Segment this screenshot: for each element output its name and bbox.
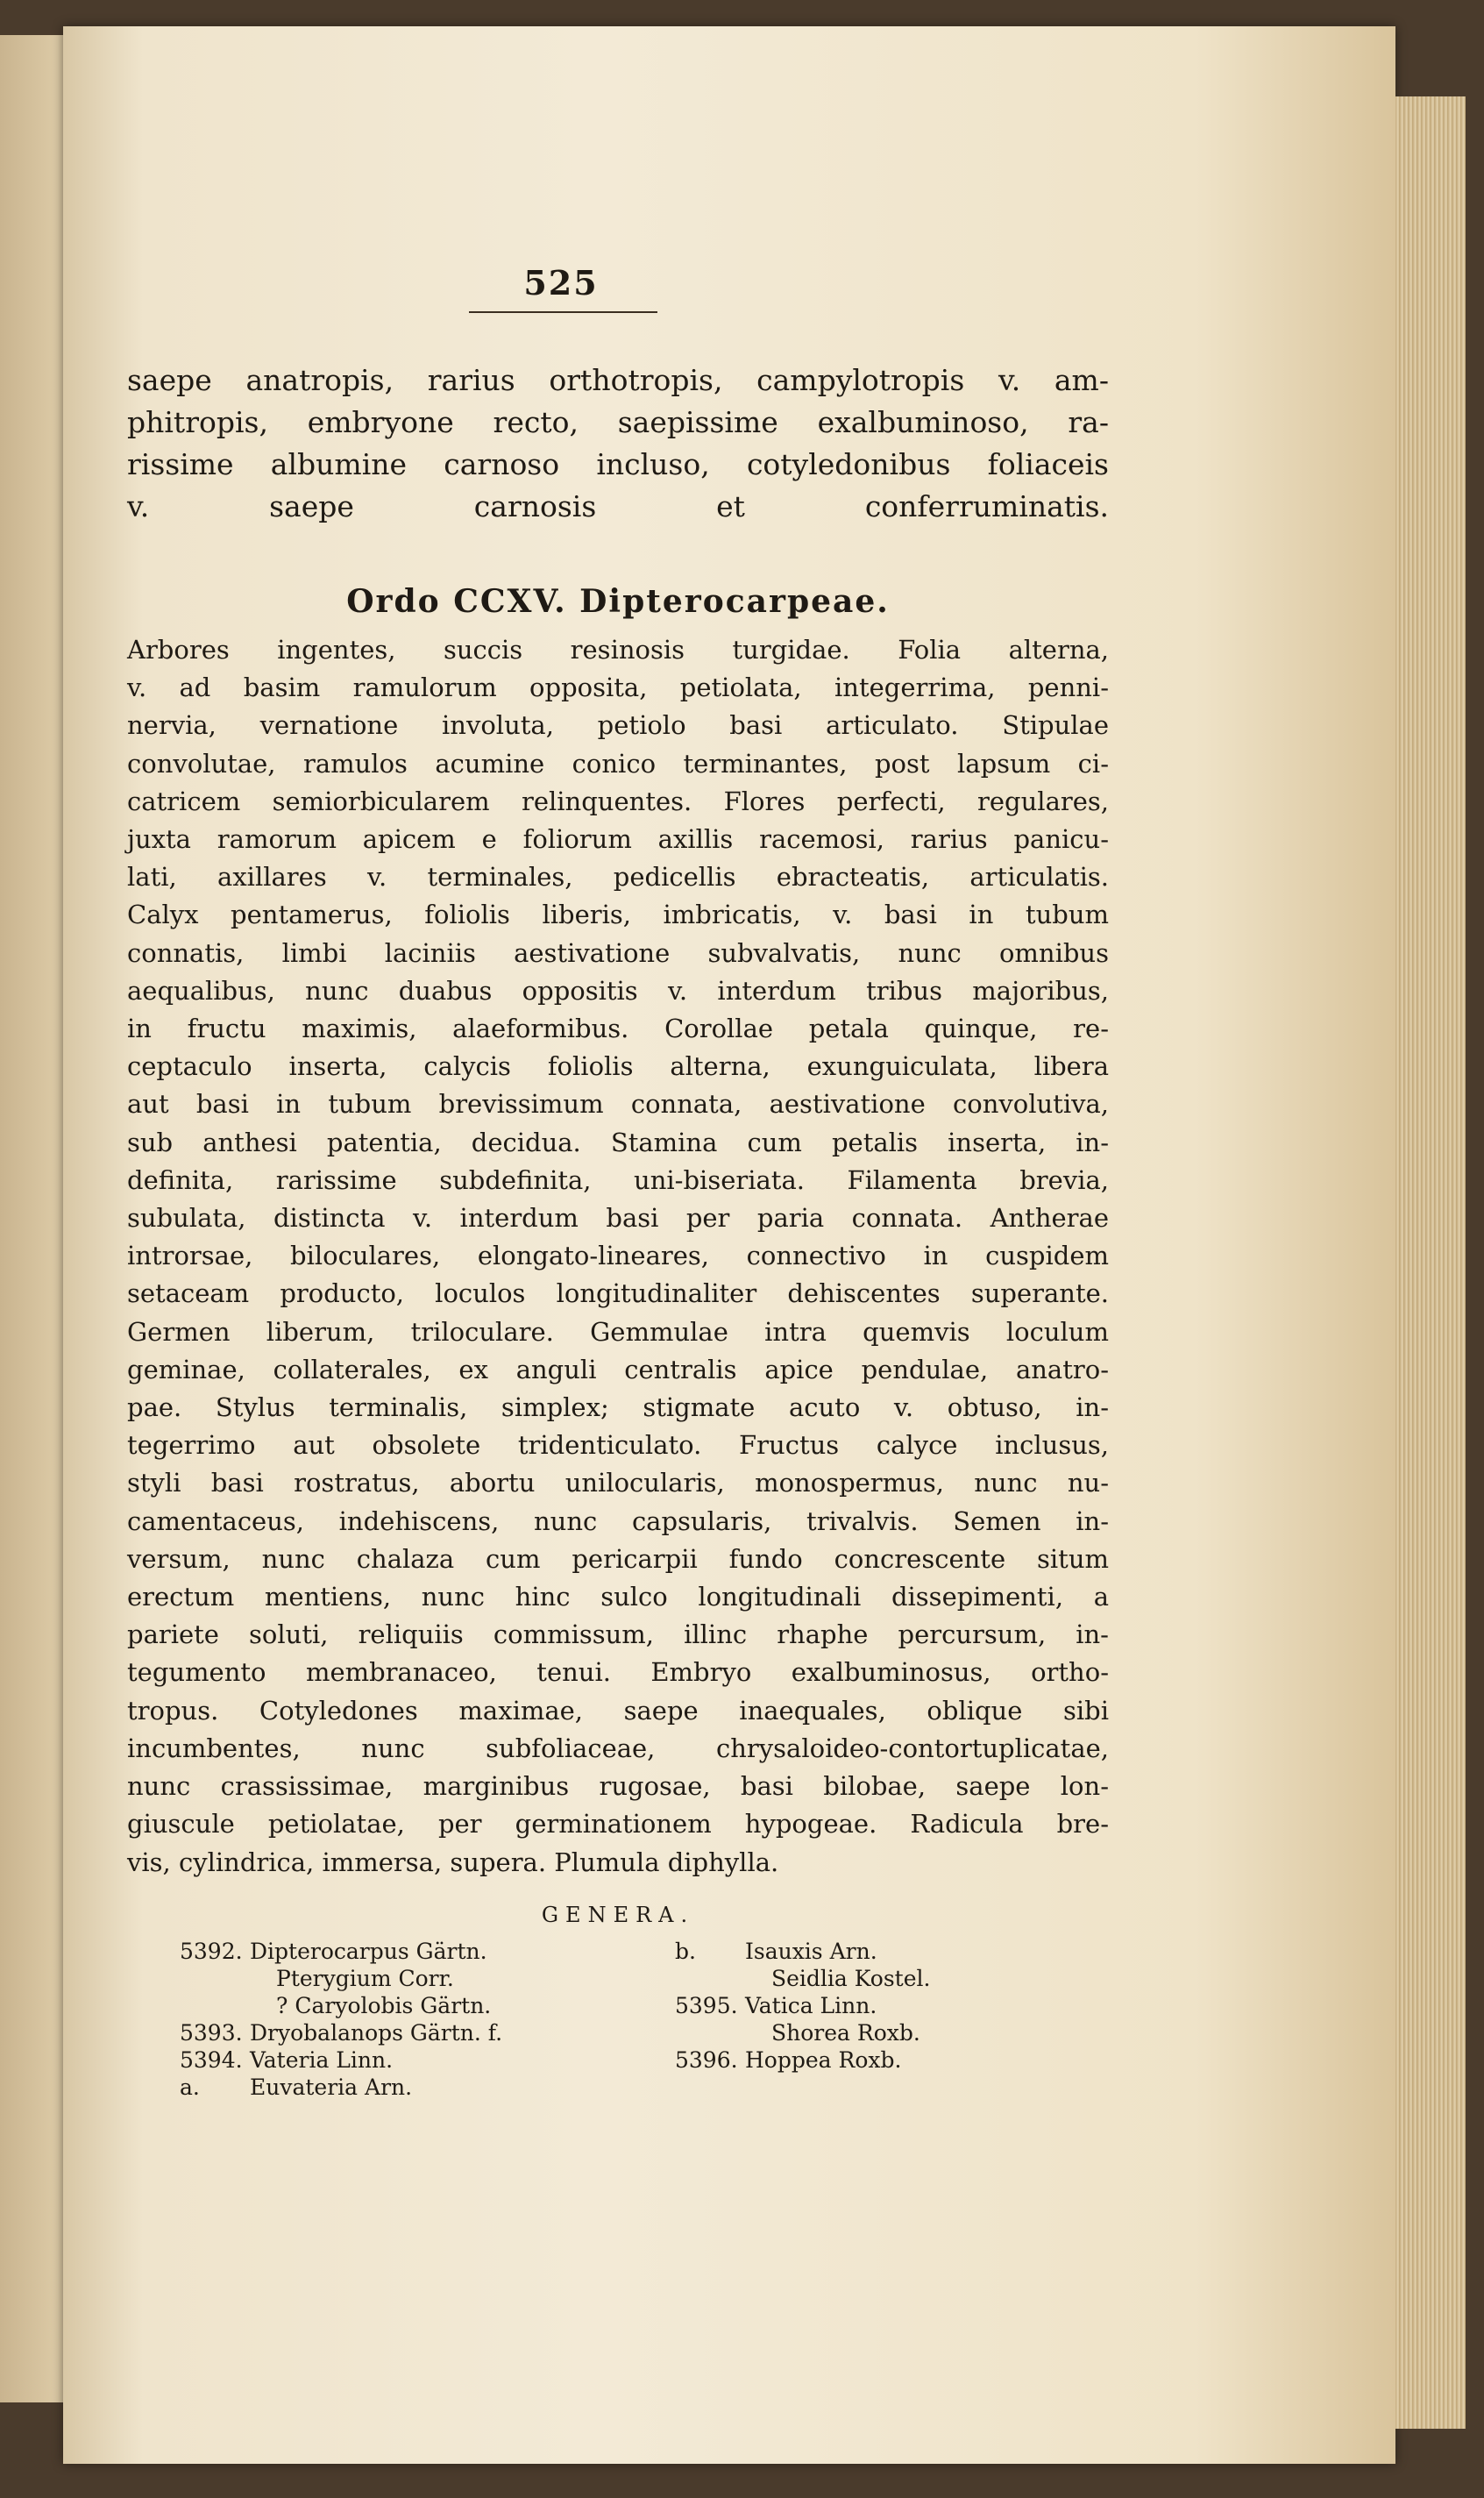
description-line: Calyx pentamerus, foliolis liberis, imbricatis, v. basi in tubum — [127, 900, 1109, 930]
genus-number: a. — [180, 2075, 200, 2100]
genus-entry — [675, 2046, 1087, 2074]
genus-number: 5392. — [180, 1939, 243, 1964]
description-line: tegumento membranaceo, tenui. Embryo exalbuminosus, ortho- — [127, 1657, 1109, 1688]
description-line: incumbentes, nunc subfoliaceae, chrysaloideo-contortuplicatae, — [127, 1733, 1109, 1763]
description-line: giuscule petiolatae, per germinationem hypogeae. Radicula bre- — [127, 1809, 1109, 1840]
text-line: saepe anatropis, rarius orthotropis, campylotropis v. am- — [127, 363, 1109, 397]
genus-name: Dipterocarpus Gärtn. — [250, 1939, 487, 1964]
description-line: subulata, distincta v. interdum basi per paria connata. Antherae — [127, 1203, 1109, 1234]
description-line: lati, axillares v. terminales, pedicellis ebracteatis, articulatis. — [127, 862, 1109, 893]
genus-entry — [180, 1992, 565, 2019]
description-line: connatis, limbi laciniis aestivatione subvalvatis, nunc omnibus — [127, 937, 1109, 968]
genus-name: Vateria Linn. — [250, 2047, 394, 2073]
description-line: Germen liberum, triloculare. Gemmulae intra quemvis loculum — [127, 1316, 1109, 1347]
description-line: geminae, collaterales, ex anguli centralis apice pendulae, anatro- — [127, 1354, 1109, 1384]
description-line: sub anthesi patentia, decidua. Stamina cum petalis inserta, in- — [127, 1127, 1109, 1157]
genus-name: Pterygium Corr. — [276, 1966, 454, 1991]
genera-heading: GENERA. — [541, 1903, 695, 1927]
text-line: phitropis, embryone recto, saepissime exalbuminoso, ra- — [127, 405, 1109, 439]
order-description — [127, 631, 1109, 1882]
description-line: introrsae, biloculares, elongato-lineares, connectivo in cuspidem — [127, 1241, 1109, 1271]
genus-name: Isauxis Arn. — [745, 1939, 877, 1964]
description-line: juxta ramorum apicem e foliorum axillis racemosi, rarius panicu- — [127, 824, 1109, 855]
description-line: versum, nunc chalaza cum pericarpii fundo concrescente situm — [127, 1543, 1109, 1574]
genera-list-right — [675, 1938, 1087, 2074]
text-line: v. saepe carnosis et conferruminatis. — [127, 489, 1109, 523]
description-line: camentaceus, indehiscens, nunc capsularis, trivalvis. Semen in- — [127, 1505, 1109, 1536]
description-line: aut basi in tubum brevissimum connata, aestivatione convolutiva, — [127, 1089, 1109, 1120]
description-line: styli basi rostratus, abortu unilocularis, monospermus, nunc nu- — [127, 1468, 1109, 1498]
description-line: convolutae, ramulos acumine conico terminantes, post lapsum ci- — [127, 748, 1109, 779]
description-line: nunc crassissimae, marginibus rugosae, basi bilobae, saepe lon- — [127, 1771, 1109, 1802]
description-line: pae. Stylus terminalis, simplex; stigmate acuto v. obtuso, in- — [127, 1392, 1109, 1423]
description-line: v. ad basim ramulorum opposita, petiolata, integerrima, penni- — [127, 673, 1109, 703]
genus-entry — [675, 1938, 1087, 1965]
header-rule — [469, 311, 657, 313]
ordo-heading: Ordo CCXV. Dipterocarpeae. — [346, 583, 890, 620]
genera-list-left — [180, 1938, 565, 2101]
genus-number: 5393. — [180, 2020, 243, 2046]
genus-entry — [180, 1938, 565, 1965]
description-line: ceptaculo inserta, calycis foliolis alterna, exunguiculata, libera — [127, 1051, 1109, 1082]
genus-name: Vatica Linn. — [745, 1993, 877, 2018]
genus-entry — [675, 1965, 1087, 1992]
genus-number: 5395. — [675, 1993, 738, 2018]
page-number: 525 — [523, 263, 599, 302]
description-line: definita, rarissime subdefinita, uni-biseriata. Filamenta brevia, — [127, 1164, 1109, 1195]
genus-entry — [675, 1992, 1087, 2019]
description-line: pariete soluti, reliquiis commissum, illinc rhaphe percursum, in- — [127, 1619, 1109, 1650]
genus-name: Euvateria Arn. — [250, 2075, 413, 2100]
genus-name: ? Caryolobis Gärtn. — [276, 1993, 492, 2018]
description-line: catricem semiorbicularem relinquentes. Flores perfecti, regulares, — [127, 786, 1109, 816]
text-line: rissime albumine carnoso incluso, cotyledonibus foliaceis — [127, 447, 1109, 481]
description-line: aequalibus, nunc duabus oppositis v. interdum tribus majoribus, — [127, 975, 1109, 1006]
description-line: Arbores ingentes, succis resinosis turgidae. Folia alterna, — [127, 635, 1109, 665]
intro-paragraph — [127, 359, 1109, 528]
page-stack-edge — [1395, 96, 1466, 2429]
genus-entry — [675, 2019, 1087, 2046]
genus-entry — [180, 2019, 565, 2046]
description-line: setaceam producto, loculos longitudinaliter dehiscentes superante. — [127, 1278, 1109, 1309]
genus-number: 5394. — [180, 2047, 243, 2073]
genus-entry — [180, 2074, 565, 2101]
genus-entry — [180, 2046, 565, 2074]
description-line: erectum mentiens, nunc hinc sulco longitudinali dissepimenti, a — [127, 1582, 1109, 1612]
description-line: tegerrimo aut obsolete tridenticulato. Fructus calyce inclusus, — [127, 1430, 1109, 1461]
genus-name: Hoppea Roxb. — [745, 2047, 902, 2073]
genus-name: Seidlia Kostel. — [771, 1966, 931, 1991]
genus-name: Shorea Roxb. — [771, 2020, 920, 2046]
genus-number: b. — [675, 1939, 696, 1964]
genus-entry — [180, 1965, 565, 1992]
description-line: nervia, vernatione involuta, petiolo basi articulato. Stipulae — [127, 710, 1109, 741]
genus-number: 5396. — [675, 2047, 738, 2073]
description-line: in fructu maximis, alaeformibus. Corollae petala quinque, re- — [127, 1014, 1109, 1044]
description-line: tropus. Cotyledones maximae, saepe inaequales, oblique sibi — [127, 1695, 1109, 1726]
description-line: vis, cylindrica, immersa, supera. Plumula diphylla. — [127, 1847, 779, 1877]
genus-name: Dryobalanops Gärtn. f. — [250, 2020, 503, 2046]
